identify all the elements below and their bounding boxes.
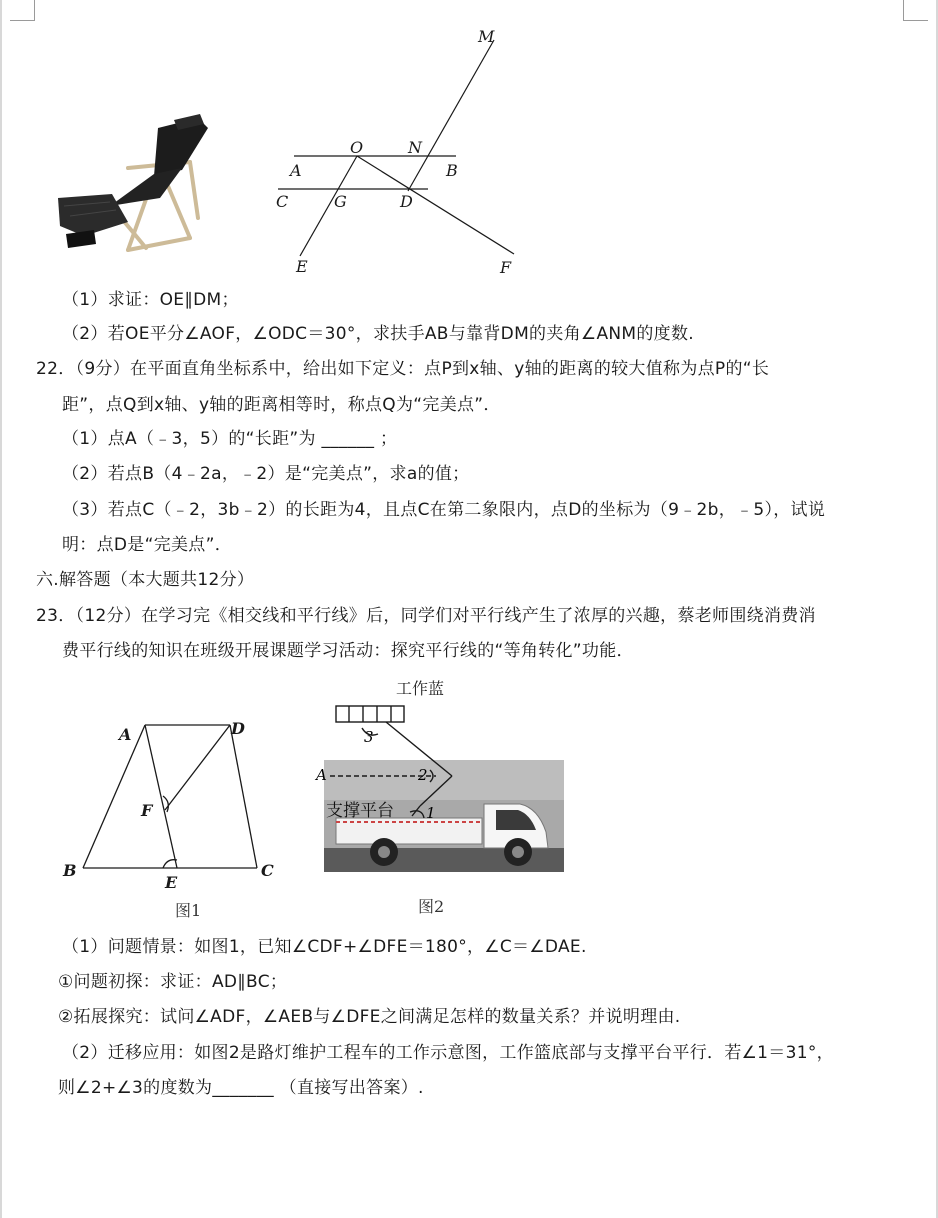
q23-part1: （1）问题情景：如图1，已知∠CDF+∠DFE＝180°，∠C＝∠DAE. <box>62 937 587 957</box>
q23-part2-cont: 则∠2+∠3的度数为_______ （直接写出答案）. <box>58 1078 424 1098</box>
label-b: B <box>446 161 458 180</box>
label-f: F <box>500 258 512 277</box>
q22-part3: （3）若点C（﹣2，3b﹣2）的长距为4，且点C在第二象限内，点D的坐标为（9﹣2b，﹣5），试说 <box>62 500 826 520</box>
chair-photo <box>50 110 260 260</box>
line-oe <box>300 156 357 256</box>
fig1-caption: 图1 <box>175 901 202 920</box>
fig1-label-c: C <box>261 861 274 880</box>
label-g: G <box>334 192 347 211</box>
q22-part2: （2）若点B（4﹣2a，﹣2）是“完美点”，求a的值； <box>62 464 470 484</box>
fig1-label-a: A <box>119 725 132 744</box>
q23-heading-cont: 费平行线的知识在班级开展课题学习活动：探究平行线的“等角转化”功能． <box>62 641 634 661</box>
label-d: D <box>400 192 413 211</box>
corner-mark-top-right <box>903 0 928 21</box>
fig2-caption: 图2 <box>418 897 445 916</box>
q22-part1: （1）点A（﹣3，5）的“长距”为 ______ ； <box>62 429 398 449</box>
line-of <box>357 156 514 254</box>
q21-part1: （1）求证：OE∥DM； <box>62 290 239 310</box>
q22-heading-cont: 距”，点Q到x轴、y轴的距离相等时，称点Q为“完美点”． <box>62 395 501 415</box>
section-6-heading: 六.解答题（本大题共12分） <box>36 570 255 590</box>
fig2-title: 工作蓝 <box>396 679 445 698</box>
label-m: M <box>478 27 495 46</box>
q23-heading: 23．（12分）在学习完《相交线和平行线》后，同学们对平行线产生了浓厚的兴趣，蔡老师围绕消费消 <box>36 606 816 626</box>
fig2-label-a: A <box>316 766 327 784</box>
label-a: A <box>290 161 302 180</box>
q22-part3-cont: 明：点D是“完美点”． <box>62 535 233 555</box>
fig2-platform-label: 支撑平台 <box>326 801 394 821</box>
page-edge-left <box>0 0 2 1218</box>
fig1-label-d: D <box>231 719 245 738</box>
top-geometry-figure <box>260 20 540 290</box>
label-o: O <box>350 138 364 157</box>
q21-part2: （2）若OE平分∠AOF，∠ODC＝30°，求扶手AB与靠背DM的夹角∠ANM的度数. <box>62 324 694 344</box>
q23-part2: （2）迁移应用：如图2是路灯维护工程车的工作示意图，工作篮底部与支撑平台平行．若∠1＝31°， <box>62 1043 834 1063</box>
fig1-label-f: F <box>141 801 153 820</box>
q23-part1b: ②拓展探究：试问∠ADF，∠AEB与∠DFE之间满足怎样的数量关系？并说明理由. <box>58 1007 681 1027</box>
q22-heading: 22．（9分）在平面直角坐标系中，给出如下定义：点P到x轴、y轴的距离的较大值称为点P的“长 <box>36 359 770 379</box>
label-e: E <box>296 257 308 276</box>
fig1-label-b: B <box>63 861 77 880</box>
fig2-label-1: 1 <box>426 804 436 822</box>
fig1-label-e: E <box>165 873 178 892</box>
label-c: C <box>276 192 289 211</box>
figure-2 <box>312 672 572 922</box>
fig2-label-2: 2 <box>418 766 428 784</box>
q23-part1a: ①问题初探：求证：AD∥BC； <box>58 972 288 992</box>
figure-1 <box>55 710 295 925</box>
fig2-label-3: 3 <box>364 728 374 746</box>
corner-mark-top-left <box>10 0 35 21</box>
label-n: N <box>408 138 422 157</box>
